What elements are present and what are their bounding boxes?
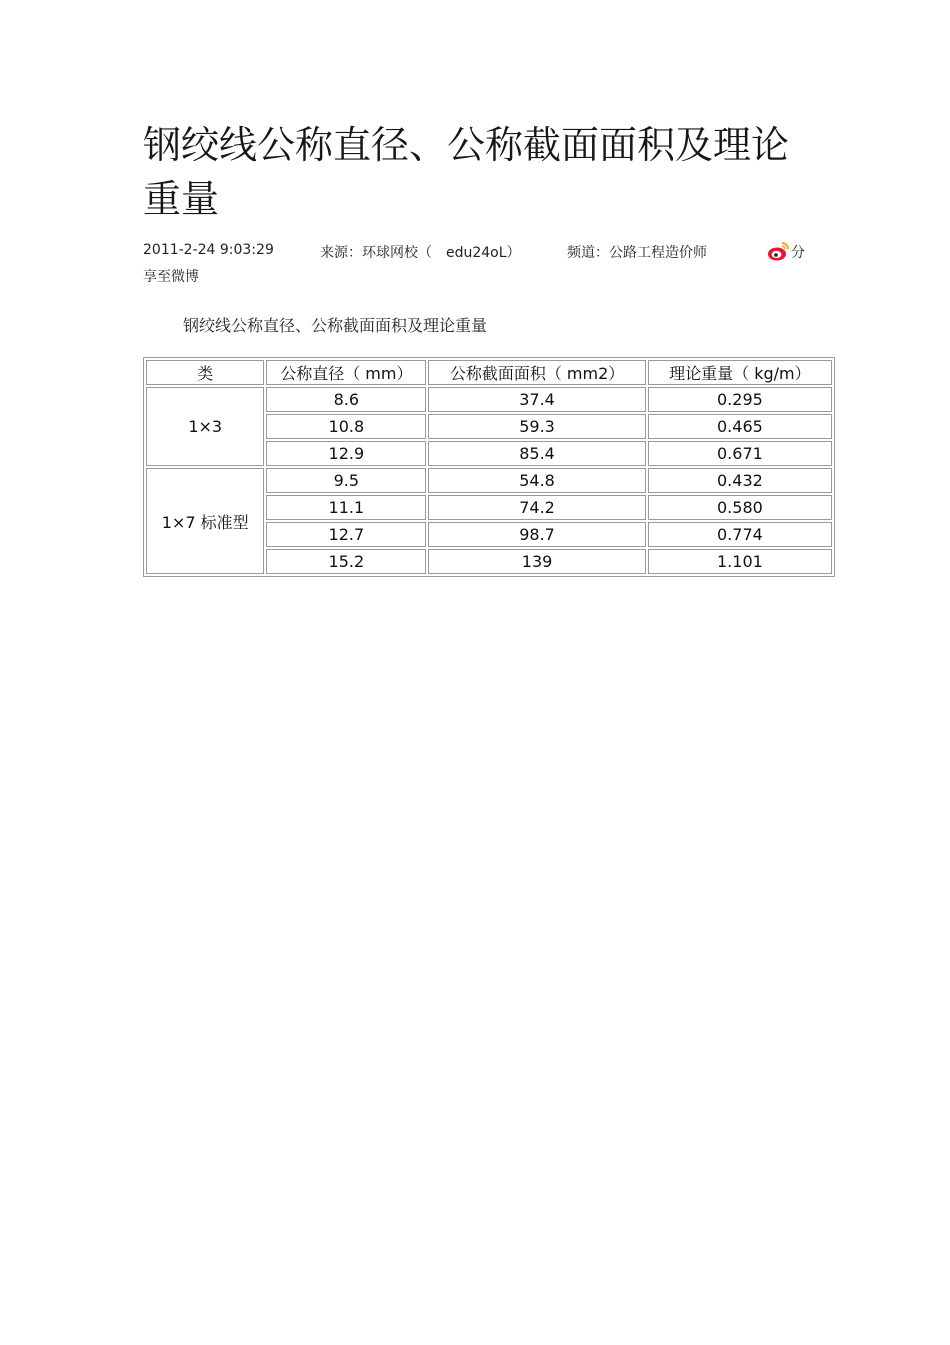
- article-source[interactable]: 来源：环球网校（ edu24oL）: [320, 245, 521, 261]
- article-title: 钢绞线公称直径、公称截面面积及理论重量: [143, 123, 790, 221]
- strand-spec-table: [143, 357, 835, 577]
- area-cell: 74.2: [428, 495, 646, 520]
- type-cell: 1×7 标准型: [146, 468, 264, 574]
- header-area: 公称截面面积（ mm2）: [428, 360, 646, 385]
- weight-cell: 1.101: [648, 549, 832, 574]
- weight-cell: 0.580: [648, 495, 832, 520]
- publish-date: 2011-2-24 9:03:29: [143, 242, 274, 258]
- diameter-cell: 15.2: [266, 549, 426, 574]
- content-heading: 钢绞线公称直径、公称截面面积及理论重量: [183, 316, 488, 335]
- diameter-cell: 9.5: [266, 468, 426, 493]
- type-cell: 1×3: [146, 387, 264, 466]
- weight-cell: 0.432: [648, 468, 832, 493]
- area-cell: 139: [428, 549, 646, 574]
- weibo-icon[interactable]: [767, 240, 791, 262]
- table-row: [146, 387, 832, 412]
- header-diameter: 公称直径（ mm）: [266, 360, 426, 385]
- table-row: [146, 468, 832, 493]
- diameter-cell: 12.9: [266, 441, 426, 466]
- area-cell: 37.4: [428, 387, 646, 412]
- share-weibo-link-a[interactable]: 分: [791, 245, 805, 261]
- area-cell: 85.4: [428, 441, 646, 466]
- share-weibo-link-b[interactable]: 享至微博: [143, 269, 199, 285]
- area-cell: 59.3: [428, 414, 646, 439]
- article-meta: [143, 242, 823, 286]
- weight-cell: 0.465: [648, 414, 832, 439]
- diameter-cell: 12.7: [266, 522, 426, 547]
- article-channel[interactable]: 频道：公路工程造价师: [567, 245, 707, 261]
- diameter-cell: 11.1: [266, 495, 426, 520]
- header-weight: 理论重量（ kg/m）: [648, 360, 832, 385]
- weight-cell: 0.671: [648, 441, 832, 466]
- area-cell: 54.8: [428, 468, 646, 493]
- weight-cell: 0.774: [648, 522, 832, 547]
- table-header-row: [146, 360, 832, 385]
- header-type: 类: [146, 360, 264, 385]
- area-cell: 98.7: [428, 522, 646, 547]
- diameter-cell: 10.8: [266, 414, 426, 439]
- weight-cell: 0.295: [648, 387, 832, 412]
- diameter-cell: 8.6: [266, 387, 426, 412]
